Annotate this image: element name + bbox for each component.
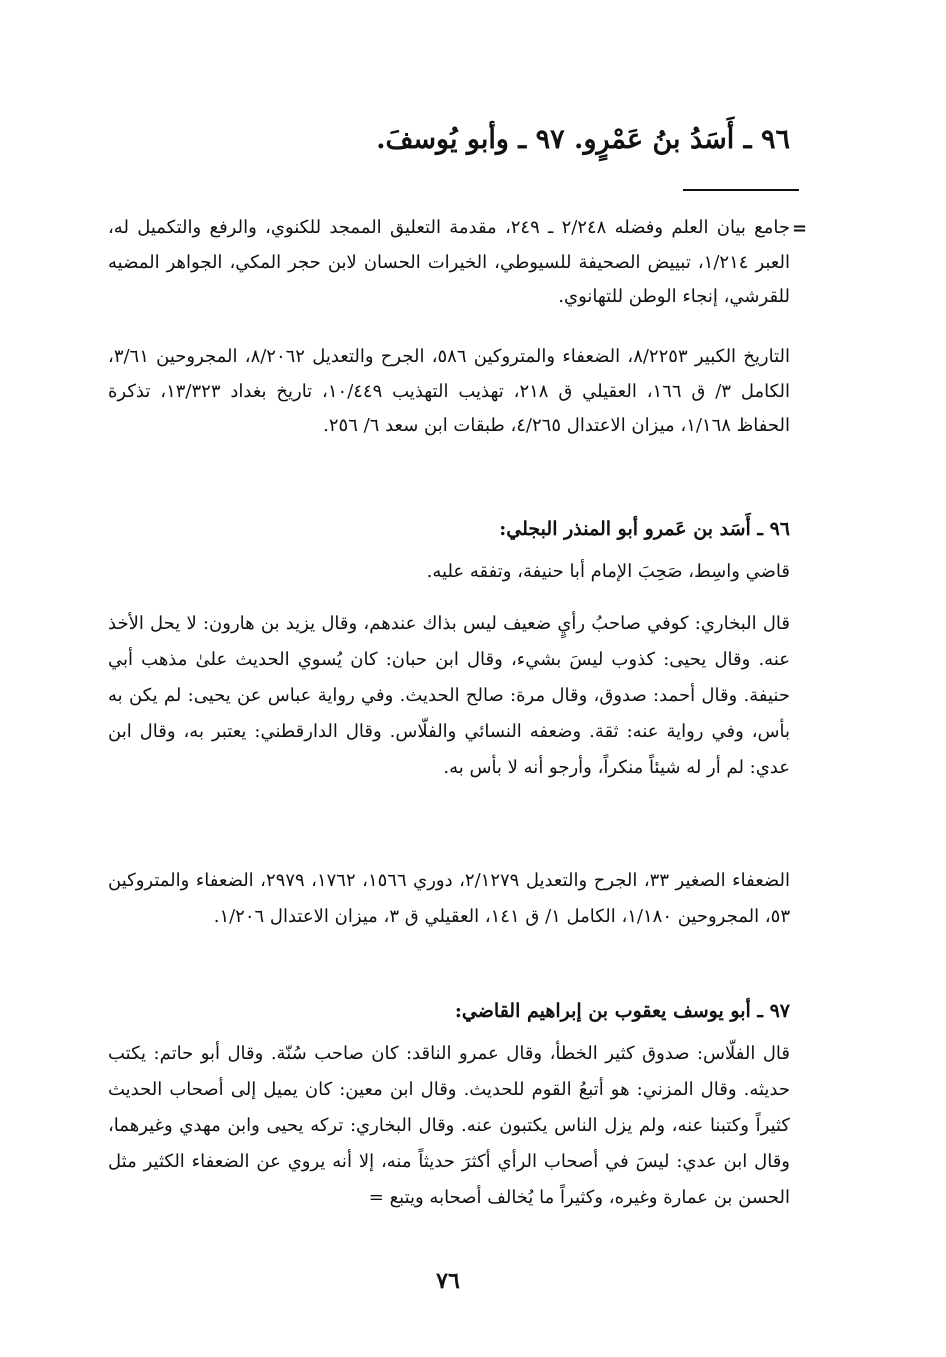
entry-96-body <box>108 606 790 786</box>
entry-97-body <box>108 1036 790 1216</box>
footnote-text-1: جامع بيان العلم وفضله ٢/٢٤٨ ـ ٢٤٩، مقدمة التعليق الممجد للكنوي، والرفع والتكميل له، العبر ١/٢١٤، تبييض الصحيفة للسيوطي، الخيرات الحسان لابن حجر المكي، الجواهر المضيه للقرشي، إنجاء الوطن للتهانوي. <box>108 217 790 308</box>
footnote-paragraph-1 <box>108 211 790 315</box>
entry-96-heading: ٩٦ ـ أَسَد بن عَمرو أبو المنذر البجلي: <box>499 518 790 540</box>
footnote-text-2: التاريخ الكبير ٨/٢٢٥٣، الضعفاء والمتروكين ٥٨٦، الجرح والتعديل ٨/٢٠٦٢، المجروحين ٣/٦١، الكامل ٣/ ق ١٦٦، العقيلي ق ٢١٨، تهذيب التهذيب ١٠/٤٤٩، تاريخ بغداد ١٣/٣٢٣، تذكرة الحفاظ ١/١٦٨، ميزان الاعتدال ٤/٢٦٥، طبقات ابن سعد ٦/ ٢٥٦. <box>108 346 791 437</box>
entry-97-body-text: قال الفلّاس: صدوق كثير الخطأ، وقال عمرو الناقد: كان صاحب سُنّة. وقال أبو حاتم: يكتب حديثه. وقال المزني: هو أتبعُ القوم للحديث. وقال ابن معين: كان يميل إلى أصحاب الحديث كثيراً وكتبنا عنه، ولم يزل الناس يكتبون عنه. وقال البخاري: تركه يحيى وابن مهدي وغيرهما، وقال ابن عدي: ليسَ في أصحاب الرأي أكثرَ حديثاً منه، إلا أنه يروي عن الضعفاء الكثير مثل الحسن بن عمارة وغيره، وكثيراً ما يُخالف أصحابه ويتبع = <box>108 1043 790 1208</box>
page-number: ٧٦ <box>436 1268 460 1294</box>
continuation-mark: = <box>792 218 808 239</box>
footnote-separator <box>683 189 799 191</box>
main-heading: ٩٦ ـ أَسَدُ بنُ عَمْرٍو. ٩٧ ـ وأبو يُوسفَ. <box>376 124 790 155</box>
entry-96-sources <box>108 863 790 935</box>
entry-96-subline: قاضي واسِط، صَحِبَ الإمام أبا حنيفة، وتفقه عليه. <box>426 561 790 582</box>
entry-97-heading: ٩٧ ـ أبو يوسف يعقوب بن إبراهيم القاضي: <box>454 1000 790 1022</box>
footnote-paragraph-2 <box>108 340 790 444</box>
entry-96-sources-text: الضعفاء الصغير ٣٣، الجرح والتعديل ٢/١٢٧٩، دوري ١٥٦٦، ١٧٦٢، ٢٩٧٩، الضعفاء والمتروكين ٥٣، المجروحين ١/١٨٠، الكامل ١/ ق ١٤١، العقيلي ق ٣، ميزان الاعتدال ١/٢٠٦. <box>108 870 790 927</box>
entry-96-body-text: قال البخاري: كوفي صاحبُ رأيٍ ضعيف ليس بذاك عندهم، وقال يزيد بن هارون: لا يحل الأخذ عنه. وقال يحيى: كذوب ليسَ بشيء، وقال ابن حبان: كان يُسوي الحديث علىٰ مذهب أبي حنيفة. وقال أحمد: صدوق، وقال مرة: صالح الحديث. وفي رواية عباس عن يحيى: لم يكن به بأس، وفي رواية عنه: ثقة. وضعفه النسائي والفلّاس. وقال الدارقطني: يعتبر به، وقال ابن عدي: لم أر له شيئاً منكراً، وأرجو أنه لا بأس به. <box>108 613 790 778</box>
